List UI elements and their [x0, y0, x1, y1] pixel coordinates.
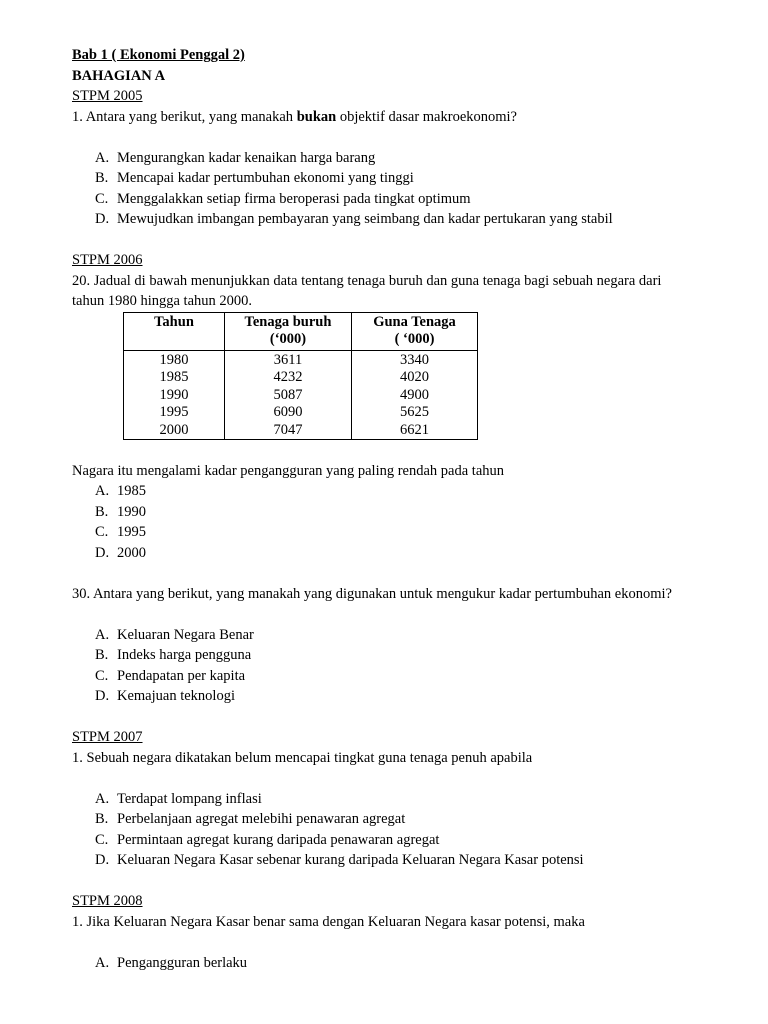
option-letter: D.	[95, 544, 110, 561]
option-d	[72, 543, 712, 564]
option-b	[72, 809, 712, 830]
option-text: Keluaran Negara Kasar sebenar kurang daripada Keluaran Negara Kasar potensi	[117, 852, 584, 868]
table-cell: 5625	[352, 404, 478, 422]
options-2006-30	[72, 625, 712, 707]
option-letter: A.	[95, 954, 110, 971]
option-letter: C.	[95, 190, 109, 207]
table-row	[124, 369, 478, 387]
table-cell: 1990	[124, 387, 225, 405]
option-c	[72, 189, 712, 210]
table-cell: 1980	[124, 350, 225, 369]
table-header-tenaga-buruh	[225, 312, 352, 350]
option-letter: D.	[95, 211, 110, 227]
option-text: 2000	[117, 544, 146, 561]
option-a	[72, 625, 712, 646]
option-text: Kemajuan teknologi	[117, 688, 235, 704]
question-2006-20-line1: 20. Jadual di bawah menunjukkan data tentang tenaga buruh dan guna tenaga bagi sebuah negara dari	[72, 272, 662, 289]
option-letter: C.	[95, 831, 109, 848]
option-text: Perbelanjaan agregat melebihi penawaran agregat	[117, 811, 406, 827]
option-text: Indeks harga pengguna	[117, 647, 252, 663]
header-text: Tahun	[154, 313, 194, 330]
option-c	[72, 522, 712, 543]
table-header-guna-tenaga	[352, 312, 478, 350]
question-2006-20-stem: Nagara itu mengalami kadar pengangguran yang paling rendah pada tahun	[72, 462, 505, 479]
header-text: (‘000)	[269, 331, 307, 347]
option-letter: B.	[95, 503, 109, 520]
table-header-row	[124, 312, 478, 350]
option-d	[72, 209, 712, 230]
option-text: Keluaran Negara Benar	[117, 626, 254, 643]
header-text: Guna Tenaga	[373, 313, 456, 330]
option-letter: C.	[95, 667, 109, 684]
option-letter: B.	[95, 170, 109, 186]
year-heading-2007: STPM 2007	[72, 729, 143, 745]
table-cell: 6090	[225, 404, 352, 422]
option-letter: D.	[95, 852, 110, 868]
option-b	[72, 645, 712, 666]
option-letter: A.	[95, 626, 110, 643]
table-cell: 6621	[352, 422, 478, 440]
question-text: objektif dasar makroekonomi?	[336, 108, 517, 125]
option-text: 1985	[117, 483, 146, 499]
option-d	[72, 686, 712, 707]
table-cell: 2000	[124, 422, 225, 440]
option-letter: B.	[95, 811, 109, 827]
option-a	[72, 953, 712, 974]
table-cell: 1985	[124, 369, 225, 387]
option-a	[72, 148, 712, 169]
option-text: Mewujudkan imbangan pembayaran yang seimbang dan kadar pertukaran yang stabil	[117, 211, 613, 227]
option-letter: A.	[95, 149, 110, 166]
options-2006-20	[72, 481, 712, 563]
question-2006-30: 30. Antara yang berikut, yang manakah yang digunakan untuk mengukur kadar pertumbuhan ekonomi?	[72, 585, 672, 602]
question-2008-1: 1. Jika Keluaran Negara Kasar benar sama dengan Keluaran Negara kasar potensi, maka	[72, 913, 585, 930]
option-text: Terdapat lompang inflasi	[117, 790, 262, 807]
options-2008-1	[72, 953, 712, 974]
table-row	[124, 404, 478, 422]
header-text	[128, 331, 220, 349]
question-2006-20-line2: tahun 1980 hingga tahun 2000.	[72, 293, 253, 309]
year-heading-2008: STPM 2008	[72, 893, 143, 909]
option-letter: C.	[95, 524, 109, 540]
option-text: 1990	[117, 503, 146, 520]
option-d	[72, 850, 712, 871]
option-a	[72, 789, 712, 810]
option-c	[72, 830, 712, 851]
option-c	[72, 666, 712, 687]
option-b	[72, 168, 712, 189]
option-text: Mencapai kadar pertumbuhan ekonomi yang tinggi	[117, 170, 414, 186]
option-text: Pengangguran berlaku	[117, 954, 248, 971]
options-2005-1	[72, 148, 712, 230]
year-heading-2005: STPM 2005	[72, 88, 143, 104]
table-cell: 3340	[352, 350, 478, 369]
option-a	[72, 481, 712, 502]
table-row	[124, 422, 478, 440]
question-emphasis: bukan	[296, 108, 337, 125]
table-cell: 5087	[225, 387, 352, 405]
question-2005-1	[72, 107, 712, 128]
option-text: Menggalakkan setiap firma beroperasi pada tingkat optimum	[117, 190, 471, 207]
option-text: 1995	[117, 524, 146, 540]
header-text: ( ‘000)	[394, 331, 435, 347]
option-letter: A.	[95, 790, 110, 807]
table-row	[124, 387, 478, 405]
option-b	[72, 502, 712, 523]
option-letter: B.	[95, 647, 109, 663]
chapter-title: Bab 1 ( Ekonomi Penggal 2)	[72, 47, 245, 63]
table-cell: 3611	[225, 350, 352, 369]
table-cell: 4232	[225, 369, 352, 387]
option-letter: D.	[95, 688, 110, 704]
document-page	[72, 45, 712, 973]
option-text: Pendapatan per kapita	[117, 667, 246, 684]
labour-data-table	[123, 312, 478, 441]
options-2007-1	[72, 789, 712, 871]
table-cell: 4020	[352, 369, 478, 387]
table-row	[124, 350, 478, 369]
option-text: Permintaan agregat kurang daripada penawaran agregat	[117, 831, 440, 848]
option-letter: A.	[95, 483, 110, 499]
table-cell: 1995	[124, 404, 225, 422]
question-text: 1. Antara yang berikut, yang manakah	[72, 108, 297, 125]
header-text: Tenaga buruh	[244, 313, 332, 330]
year-heading-2006: STPM 2006	[72, 252, 143, 268]
table-cell: 7047	[225, 422, 352, 440]
question-2007-1: 1. Sebuah negara dikatakan belum mencapai tingkat guna tenaga penuh apabila	[72, 749, 533, 766]
table-header-tahun	[124, 312, 225, 350]
table-cell: 4900	[352, 387, 478, 405]
option-text: Mengurangkan kadar kenaikan harga barang	[117, 149, 376, 166]
section-title: BAHAGIAN A	[72, 67, 166, 84]
